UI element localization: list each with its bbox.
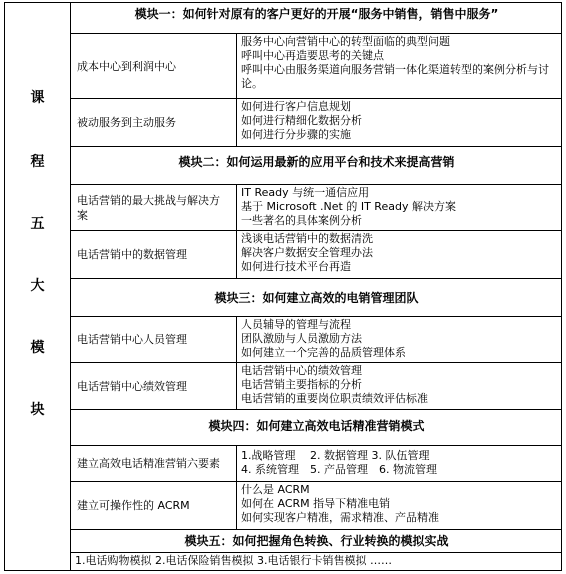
point: 呼叫中心由服务渠道向服务营销一体化渠道转型的案例分析与讨论。 bbox=[241, 63, 549, 90]
point: 如何进行技术平台再造 bbox=[241, 260, 351, 273]
row-topic: 电话营销中的数据管理 bbox=[71, 231, 237, 278]
point: 1.战略管理 2. 数据管理 3. 队伍管理 bbox=[241, 449, 430, 462]
module-1-row-2 bbox=[71, 99, 562, 147]
module-3-title: 模块三：如何建立高效的电销管理团队 bbox=[71, 279, 562, 317]
side-label-char: 大 bbox=[30, 278, 45, 294]
module-5-footer: 1.电话购物模拟 2.电话保险销售模拟 3.电话银行卡销售模拟 …… bbox=[75, 554, 392, 567]
side-label-char: 程 bbox=[30, 154, 45, 170]
module-2-title: 模块二：如何运用最新的应用平台和技术来提高营销 bbox=[71, 147, 562, 185]
row-topic: 建立可操作性的 ACRM bbox=[71, 482, 237, 529]
row-topic: 电话营销中心绩效管理 bbox=[71, 363, 237, 409]
module-4-row-2 bbox=[71, 482, 562, 530]
point: 浅谈电话营销中的数据清洗 bbox=[241, 232, 373, 245]
module-1-title: 模块一：如何针对原有的客户更好的开展“服务中销售，销售中服务” bbox=[71, 2, 562, 34]
row-topic: 成本中心到利润中心 bbox=[71, 34, 237, 98]
point: 如何实现客户精准，需求精准、产品精准 bbox=[241, 511, 439, 524]
point: IT Ready 与统一通信应用 bbox=[241, 186, 370, 199]
side-label-char: 模 bbox=[30, 340, 45, 356]
module-3-row-2 bbox=[71, 363, 562, 410]
row-points bbox=[237, 185, 562, 230]
point: 4. 系统管理 5. 产品管理 6. 物流管理 bbox=[241, 463, 437, 476]
module-4-title: 模块四：如何建立高效电话精准营销模式 bbox=[71, 410, 562, 446]
row-topic: 被动服务到主动服务 bbox=[71, 99, 237, 146]
row-points bbox=[237, 363, 562, 409]
row-points bbox=[237, 446, 562, 481]
row-points bbox=[237, 34, 562, 98]
point: 团队激励与人员激励方法 bbox=[241, 332, 362, 345]
side-label-column bbox=[4, 2, 71, 571]
point: 如何进行分步骤的实施 bbox=[241, 128, 351, 141]
point: 基于 Microsoft .Net 的 IT Ready 解决方案 bbox=[241, 200, 456, 213]
point: 一些著名的具体案例分析 bbox=[241, 214, 362, 227]
module-3-row-1 bbox=[71, 317, 562, 363]
point: 解决客户数据安全管理办法 bbox=[241, 246, 373, 259]
row-topic: 建立高效电话精准营销六要素 bbox=[71, 446, 237, 481]
module-4-row-1 bbox=[71, 446, 562, 482]
module-2-row-1 bbox=[71, 185, 562, 231]
module-5-title: 模块五：如何把握角色转换、行业转换的模拟实战 bbox=[71, 530, 562, 553]
side-label-char: 块 bbox=[30, 402, 45, 418]
side-label-char: 课 bbox=[30, 90, 45, 106]
module-2-row-2 bbox=[71, 231, 562, 279]
point: 电话营销主要指标的分析 bbox=[241, 378, 362, 391]
point: 如何建立一个完善的品质管理体系 bbox=[241, 346, 406, 359]
point: 如何进行精细化数据分析 bbox=[241, 114, 362, 127]
side-label-char: 五 bbox=[30, 216, 45, 232]
point: 如何在 ACRM 指导下精准电销 bbox=[241, 497, 391, 510]
point: 电话营销的重要岗位职责绩效评估标准 bbox=[241, 392, 428, 405]
point: 电话营销中心的绩效管理 bbox=[241, 364, 362, 377]
module-1-row-1 bbox=[71, 34, 562, 99]
row-topic: 电话营销的最大挑战与解决方案 bbox=[71, 185, 237, 230]
point: 什么是 ACRM bbox=[241, 483, 310, 496]
point: 如何进行客户信息规划 bbox=[241, 100, 351, 113]
row-points bbox=[237, 482, 562, 529]
point: 呼叫中心再造要思考的关键点 bbox=[241, 49, 384, 62]
point: 服务中心向营销中心的转型面临的典型问题 bbox=[241, 35, 450, 48]
point: 人员辅导的管理与流程 bbox=[241, 318, 351, 331]
row-points bbox=[237, 231, 562, 278]
row-topic: 电话营销中心人员管理 bbox=[71, 317, 237, 362]
row-points bbox=[237, 317, 562, 362]
row-points bbox=[237, 99, 562, 146]
